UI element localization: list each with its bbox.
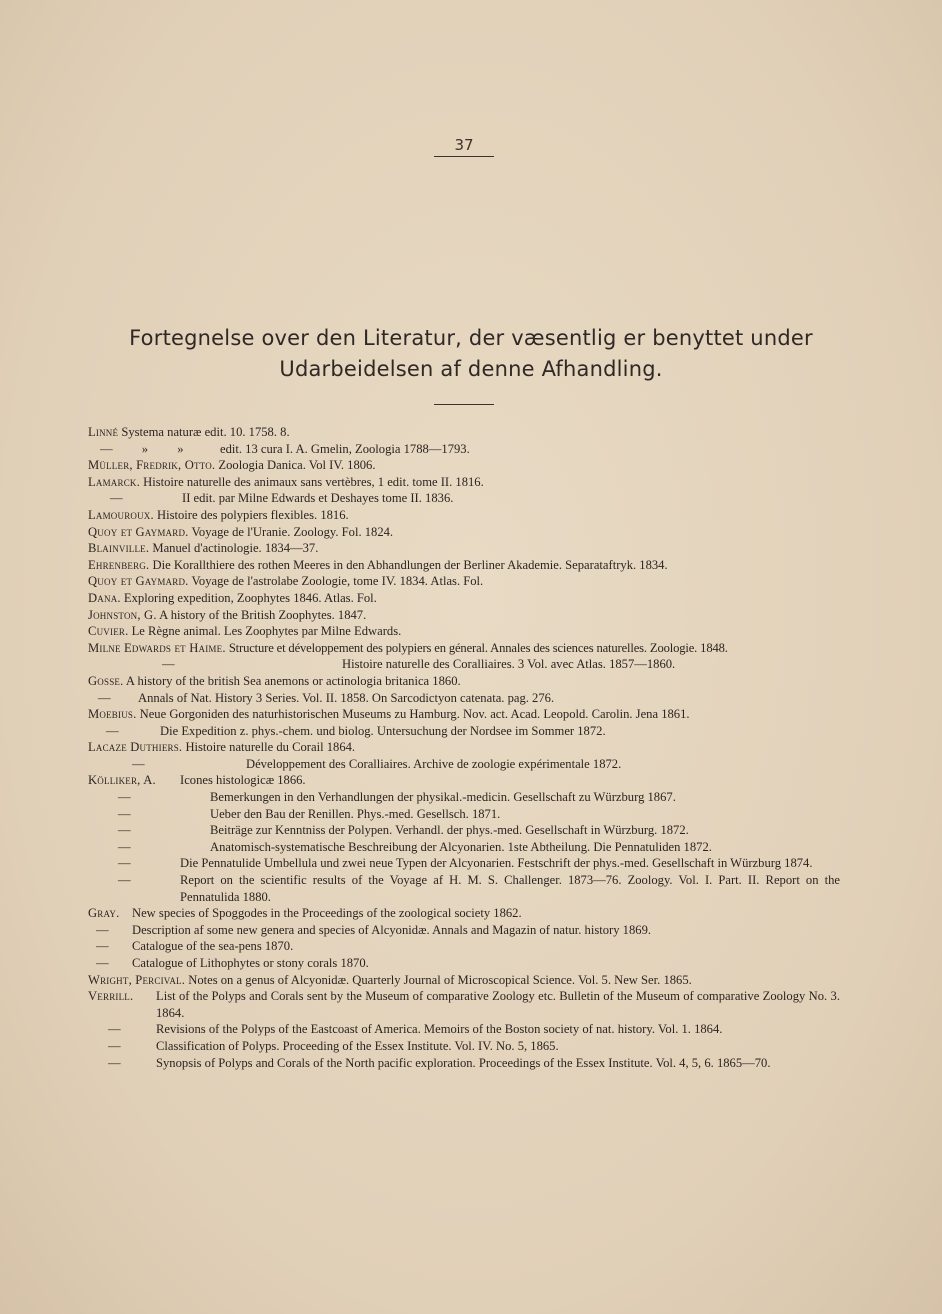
entry-text: Classification of Polyps. Proceeding of the Essex Institute. Vol. IV. No. 5, 1865. [156, 1038, 559, 1053]
entry-author: Kölliker, A. [88, 773, 156, 788]
entry-author: Müller, Fredrik, Otto. [88, 458, 216, 473]
bibliography-entry [88, 673, 840, 690]
bibliography-entry [88, 789, 840, 806]
bibliography-entry [88, 540, 840, 557]
bibliography-entry [88, 872, 840, 905]
entry-text: List of the Polyps and Corals sent by the Museum of comparative Zoology etc. Bulletin of the Museum of comparative Zoology No. 3. 1864. [156, 989, 840, 1020]
entry-author: — » » [100, 441, 184, 456]
entry-text: Histoire des polypiers flexibles. 1816. [157, 507, 349, 522]
entry-text: Zoologia Danica. Vol IV. 1806. [218, 458, 376, 473]
entry-author: — [98, 690, 111, 705]
entry-text: Synopsis of Polyps and Corals of the North pacific exploration. Proceedings of the Essex Institute. Vol. 4, 5, 6. 1865—70. [156, 1055, 771, 1070]
entry-author: Cuvier. [88, 624, 129, 639]
entry-author: — [108, 1022, 121, 1037]
entry-text: Voyage de l'astrolabe Zoologie, tome IV. 1834. Atlas. Fol. [191, 574, 484, 589]
entry-text: Ueber den Bau der Renillen. Phys.-med. Gesellsch. 1871. [210, 806, 501, 821]
title-divider [434, 404, 494, 405]
entry-author: Dana. [88, 590, 121, 605]
entry-text: Die Korallthiere des rothen Meeres in den Abhandlungen der Berliner Akademie. Separataftryk. 1834. [152, 557, 668, 572]
entry-author: Johnston, G. [88, 607, 157, 622]
entry-author: Lamarck. [88, 474, 140, 489]
bibliography-entry [88, 922, 840, 939]
entry-text: Notes on a genus of Alcyonidæ. Quarterly Journal of Microscopical Science. Vol. 5. New Ser. 1865. [188, 972, 692, 987]
entry-author: Lamouroux. [88, 507, 154, 522]
entry-author: — [108, 1055, 121, 1070]
bibliography-entry [88, 573, 840, 590]
bibliography-entry [88, 607, 840, 624]
entry-text: A history of the british Sea anemons or actinologia britanica 1860. [125, 673, 461, 688]
bibliography-entry [88, 706, 840, 723]
bibliography-entry [88, 772, 840, 789]
entry-text: Neue Gorgoniden des naturhistorischen Museums zu Hamburg. Nov. act. Acad. Leopold. Carolin. Jena 1861. [139, 707, 690, 722]
bibliography-entry [88, 557, 840, 574]
entry-author: Linné [88, 425, 119, 439]
entry-text: A history of the British Zoophytes. 1847. [159, 607, 367, 622]
entry-author: Wright, Percival. [88, 972, 186, 987]
entry-text: Systema naturæ edit. 10. 1758. 8. [121, 425, 290, 439]
bibliography-entry [88, 955, 840, 972]
entry-author: Verrill. [88, 989, 134, 1004]
bibliography-entry [88, 457, 840, 474]
entry-text: Histoire naturelle du Corail 1864. [185, 740, 356, 755]
entry-text: Manuel d'actinologie. 1834—37. [152, 541, 319, 556]
entry-author: — [118, 839, 131, 854]
entry-author: — [118, 790, 131, 805]
entry-text: Report on the scientific results of the Voyage af H. M. S. Challenger. 1873—76. Zoology. Vol. I. Part. II. Report on the Pennatulida 1880. [180, 873, 840, 904]
entry-author: Lacaze Duthiers. [88, 740, 183, 755]
entry-author: — [108, 1038, 121, 1053]
entry-text: Anatomisch-systematische Beschreibung der Alcyonarien. 1ste Abtheilung. Die Pennatuliden 1872. [210, 839, 712, 854]
entry-author: Ehrenberg. [88, 557, 150, 572]
bibliography-entry [88, 855, 840, 872]
bibliography-entry [88, 972, 840, 989]
bibliography-entry [88, 756, 840, 773]
bibliography-entry [88, 424, 840, 441]
entry-text: Beiträge zur Kenntniss der Polypen. Verhandl. der phys.-med. Gesellschaft in Würzburg. 1872. [210, 823, 689, 838]
entry-text: edit. 13 cura I. A. Gmelin, Zoologia 1788—1793. [220, 441, 470, 456]
entry-author: Blainville. [88, 541, 150, 556]
entry-text: Description af some new genera and species of Alcyonidæ. Annals and Magazin of natur. history 1869. [132, 922, 652, 937]
entry-author: Quoy et Gaymard. [88, 574, 189, 589]
bibliography-entry [88, 1021, 840, 1038]
entry-text: Bemerkungen in den Verhandlungen der physikal.-medicin. Gesellschaft zu Würzburg 1867. [210, 790, 676, 805]
bibliography-entry [88, 723, 840, 740]
bibliography-entry [88, 590, 840, 607]
entry-author: Moebius. [88, 707, 137, 722]
bibliography-entry [88, 839, 840, 856]
entry-text: Catalogue of Lithophytes or stony corals 1870. [132, 956, 369, 970]
page-number: 37 [434, 136, 494, 157]
entry-text: Icones histologicæ 1866. [180, 773, 306, 788]
bibliography-entry [88, 524, 840, 541]
entry-author: Quoy et Gaymard. [88, 524, 189, 539]
bibliography-entry [88, 739, 840, 756]
entry-text: Die Expedition z. phys.-chem. und biolog. Untersuchung der Nordsee im Sommer 1872. [160, 723, 606, 738]
page-title: Fortegnelse over den Literatur, der væsentlig er benyttet under Udarbeidelsen af denne Afhandling. [129, 326, 813, 381]
entry-author: — [118, 823, 131, 838]
bibliography-entry [88, 507, 840, 524]
entry-text: Exploring expedition, Zoophytes 1846. Atlas. Fol. [123, 590, 377, 605]
entry-text: Développement des Coralliaires. Archive de zoologie expérimentale 1872. [246, 756, 622, 771]
bibliography-entry [88, 623, 840, 640]
entry-author: — [96, 939, 109, 954]
entry-author: Milne Edwards et Haime. [88, 640, 226, 655]
bibliography-entry [88, 656, 840, 673]
entry-text: Histoire naturelle des Coralliaires. 3 Vol. avec Atlas. 1857—1860. [342, 657, 676, 672]
entry-text: Annals of Nat. History 3 Series. Vol. II. 1858. On Sarcodictyon catenata. pag. 276. [138, 690, 555, 705]
entry-text: Die Pennatulide Umbellula und zwei neue Typen der Alcyonarien. Festschrift der phys.-med. Gesellschaft in Würzburg 1874. [180, 856, 813, 871]
entry-author: — [106, 723, 119, 738]
entry-author: Gosse. [88, 673, 124, 688]
entry-author: Gray. [88, 906, 120, 921]
bibliography-entry [88, 988, 840, 1021]
entry-text: Voyage de l'Uranie. Zoology. Fol. 1824. [191, 524, 394, 539]
bibliography-list [88, 424, 840, 1071]
bibliography-entry [88, 640, 840, 657]
bibliography-entry [88, 690, 840, 707]
entry-text: II edit. par Milne Edwards et Deshayes tome II. 1836. [182, 491, 454, 506]
entry-author: — [132, 756, 145, 771]
bibliography-entry [88, 905, 840, 922]
bibliography-entry [88, 938, 840, 955]
bibliography-entry [88, 1055, 840, 1072]
entry-text: Catalogue of the sea-pens 1870. [132, 939, 294, 954]
entry-author: — [118, 806, 131, 821]
entry-text: Revisions of the Polyps of the Eastcoast of America. Memoirs of the Boston society of nat. history. Vol. 1. 1864. [156, 1022, 723, 1037]
entry-text: New species of Spoggodes in the Proceedings of the zoological society 1862. [132, 906, 522, 921]
entry-author: — [162, 657, 175, 672]
entry-text: Structure et développement des polypiers en géneral. Annales des sciences naturelles. Zoologie. 1848. [228, 640, 728, 655]
bibliography-entry [88, 1038, 840, 1055]
bibliography-entry [88, 806, 840, 823]
entry-text: Histoire naturelle des animaux sans vertèbres, 1 edit. tome II. 1816. [143, 474, 484, 489]
entry-text: Le Règne animal. Les Zoophytes par Milne Edwards. [131, 624, 402, 639]
entry-author: — [118, 873, 131, 888]
bibliography-entry [88, 441, 840, 458]
entry-author: — [96, 956, 109, 970]
entry-author: — [118, 856, 131, 871]
entry-author: — [96, 922, 109, 937]
entry-author: — [110, 491, 123, 506]
bibliography-entry [88, 474, 840, 491]
bibliography-entry [88, 490, 840, 507]
bibliography-entry [88, 822, 840, 839]
